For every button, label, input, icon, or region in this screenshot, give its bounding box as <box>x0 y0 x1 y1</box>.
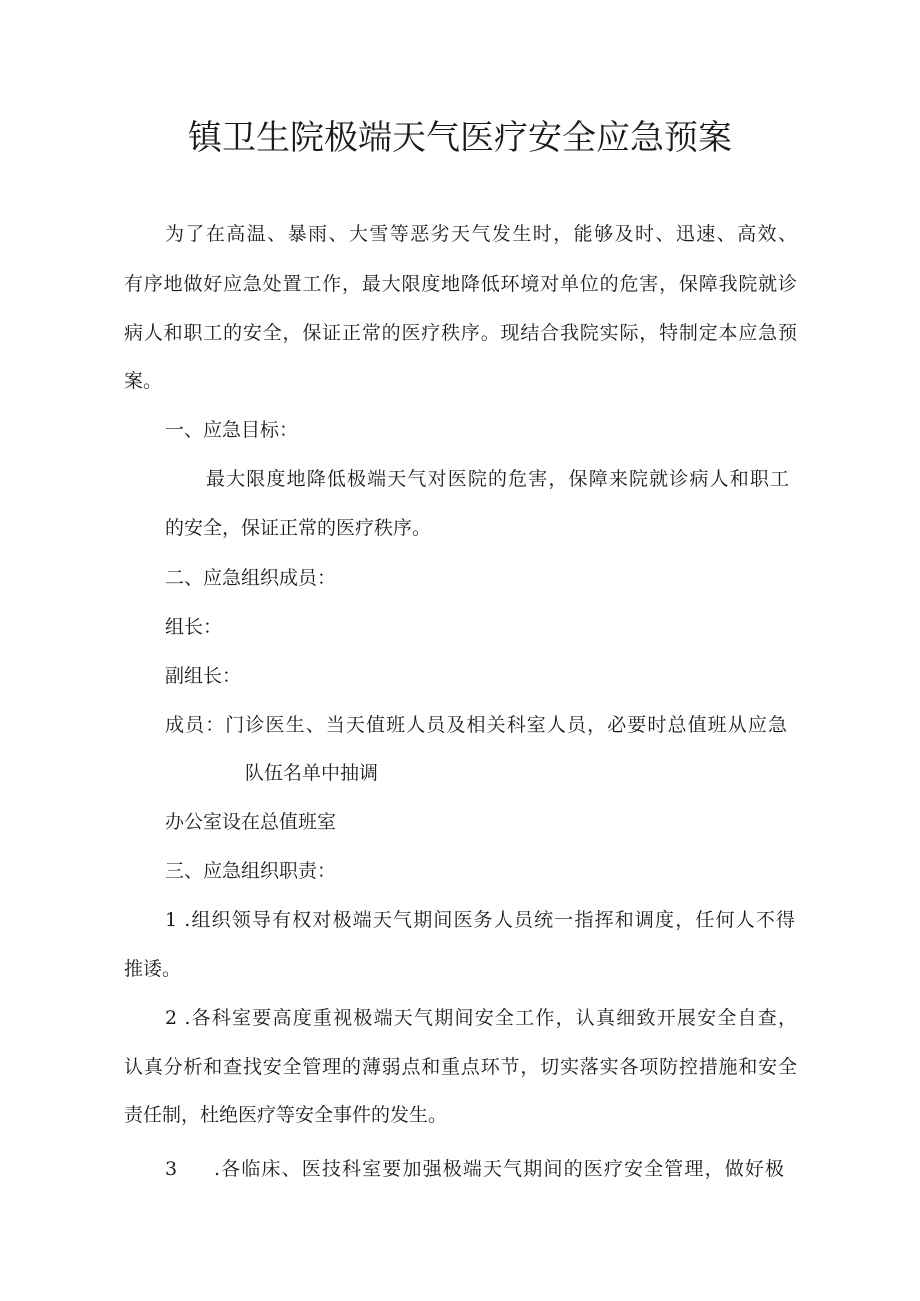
section1-heading: 一、应急目标： <box>165 419 299 441</box>
intro-line-1: 为了在高温、暴雨、大雪等恶劣天气发生时，能够及时、迅速、高效、 <box>165 223 797 245</box>
duty1-line-2: 推诿。 <box>124 958 182 980</box>
section1-body-line-1: 最大限度地降低极端天气对医院的危害，保障来院就诊病人和职工 <box>206 468 789 490</box>
section1-body-line-2: 的安全，保证正常的医疗秩序。 <box>165 517 432 539</box>
intro-line-3: 病人和职工的安全，保证正常的医疗秩序。现结合我院实际，特制定本应急预 <box>124 322 797 344</box>
section2-heading: 二、应急组织成员： <box>165 567 337 589</box>
duty3-line-1: .各临床、医技科室要加强极端天气期间的医疗安全管理，做好极 <box>214 1158 784 1180</box>
deputy-label: 副组长： <box>165 665 242 687</box>
intro-line-4: 案。 <box>124 370 163 392</box>
members-line-2: 队伍名单中抽调 <box>245 762 379 784</box>
duty2-line-3: 责任制，杜绝医疗等安全事件的发生。 <box>124 1104 448 1126</box>
leader-label: 组长： <box>165 616 223 638</box>
office-line: 办公室设在总值班室 <box>165 811 337 833</box>
duty2-line-2: 认真分析和查找安全管理的薄弱点和重点环节，切实落实各项防控措施和安全 <box>124 1056 797 1078</box>
intro-line-2: 有序地做好应急处置工作，最大限度地降低环境对单位的危害，保障我院就诊 <box>124 273 797 295</box>
members-line-1: 成员：门诊医生、当天值班人员及相关科室人员，必要时总值班从应急 <box>165 714 787 736</box>
duty1-line-1: 1 .组织领导有权对极端天气期间医务人员统一指挥和调度，任何人不得 <box>165 909 795 931</box>
duty2-line-1: 2 .各科室要高度重视极端天气期间安全工作，认真细致开展安全自查， <box>165 1007 797 1029</box>
section3-heading: 三、应急组织职责： <box>165 860 337 882</box>
document-title: 镇卫生院极端天气医疗安全应急预案 <box>188 118 732 158</box>
duty3-number: 3 <box>165 1158 178 1180</box>
